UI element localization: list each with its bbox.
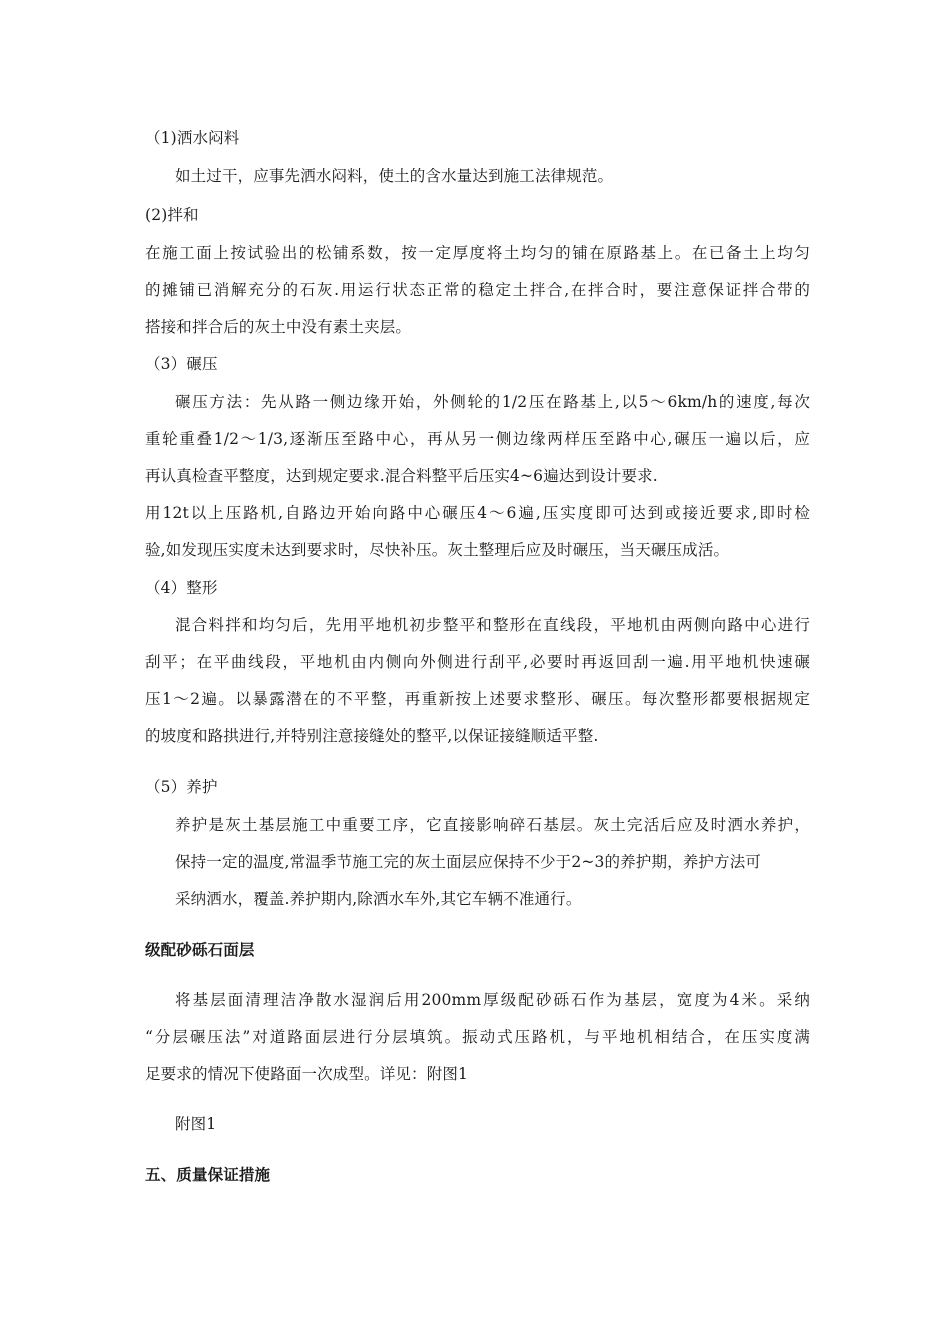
section-heading-gravel: 级配砂砾石面层 bbox=[145, 941, 255, 959]
paragraph-line: 采纳洒水，覆盖.养护期内,除洒水车外,其它车辆不准通行。 bbox=[175, 890, 582, 908]
subsection-title-shaping: （4）整形 bbox=[145, 579, 218, 597]
section-heading-quality: 五、质量保证措施 bbox=[145, 1166, 271, 1184]
paragraph-line: 足要求的情况下使路面一次成型。详见：附图1 bbox=[145, 1065, 469, 1083]
paragraph-line: 搭接和拌合后的灰土中没有素土夹层。 bbox=[145, 318, 412, 336]
subsection-title-curing: （5）养护 bbox=[145, 778, 218, 796]
figure-reference: 附图1 bbox=[175, 1115, 217, 1133]
paragraph-line: 再认真检查平整度，达到规定要求.混合料整平后压实4~6遍达到设计要求. bbox=[145, 467, 658, 485]
paragraph-line: 压1～2遍。以暴露潜在的不平整，再重新按上述要求整形、碾压。每次整形都要根据规定 bbox=[145, 690, 810, 708]
paragraph-line: 的坡度和路拱进行,并特别注意接缝处的整平,以保证接缝顺适平整. bbox=[145, 727, 599, 745]
paragraph-line: 验,如发现压实度未达到要求时，尽快补压。灰土整理后应及时碾压，当天碾压成活。 bbox=[145, 541, 730, 559]
paragraph-line: 将基层面清理洁净散水湿润后用200mm厚级配砂砾石作为基层，宽度为4米。采纳 bbox=[175, 991, 810, 1009]
paragraph-sprinkle: 如土过干，应事先洒水闷料，使土的含水量达到施工法律规范。 bbox=[175, 167, 614, 185]
paragraph-line: 保持一定的温度,常温季节施工完的灰土面层应保持不少于2~3的养护期，养护方法可 bbox=[175, 853, 761, 871]
subsection-title-mixing: (2)拌和 bbox=[145, 206, 199, 224]
subsection-title-rolling: （3）碾压 bbox=[145, 355, 218, 373]
paragraph-line: 刮平；在平曲线段，平地机由内侧向外侧进行刮平,必要时再返回刮一遍.用平地机快速碾 bbox=[145, 653, 810, 671]
paragraph-line: 养护是灰土基层施工中重要工序，它直接影响碎石基层。灰土完活后应及时洒水养护， bbox=[175, 816, 810, 834]
paragraph-line: 的摊铺已消解充分的石灰.用运行状态正常的稳定土拌合,在拌合时，要注意保证拌合带的 bbox=[145, 281, 810, 299]
paragraph-line: 用12t以上压路机,自路边开始向路中心碾压4～6遍,压实度即可达到或接近要求,即时检 bbox=[145, 504, 810, 522]
paragraph-line: 重轮重叠1/2～1/3,逐渐压至路中心，再从另一侧边缘两样压至路中心,碾压一遍以后，应 bbox=[145, 430, 810, 448]
paragraph-line: 碾压方法：先从路一侧边缘开始，外侧轮的1/2压在路基上,以5～6km/h的速度,每次 bbox=[175, 393, 810, 411]
paragraph-line: “分层碾压法”对道路面层进行分层填筑。振动式压路机，与平地机相结合，在压实度满 bbox=[145, 1028, 810, 1046]
subsection-title-sprinkle: （1)洒水闷料 bbox=[145, 129, 240, 147]
paragraph-line: 在施工面上按试验出的松铺系数，按一定厚度将土均匀的铺在原路基上。在已备土上均匀 bbox=[145, 244, 810, 262]
paragraph-line: 混合料拌和均匀后，先用平地机初步整平和整形在直线段，平地机由两侧向路中心进行 bbox=[175, 616, 810, 634]
